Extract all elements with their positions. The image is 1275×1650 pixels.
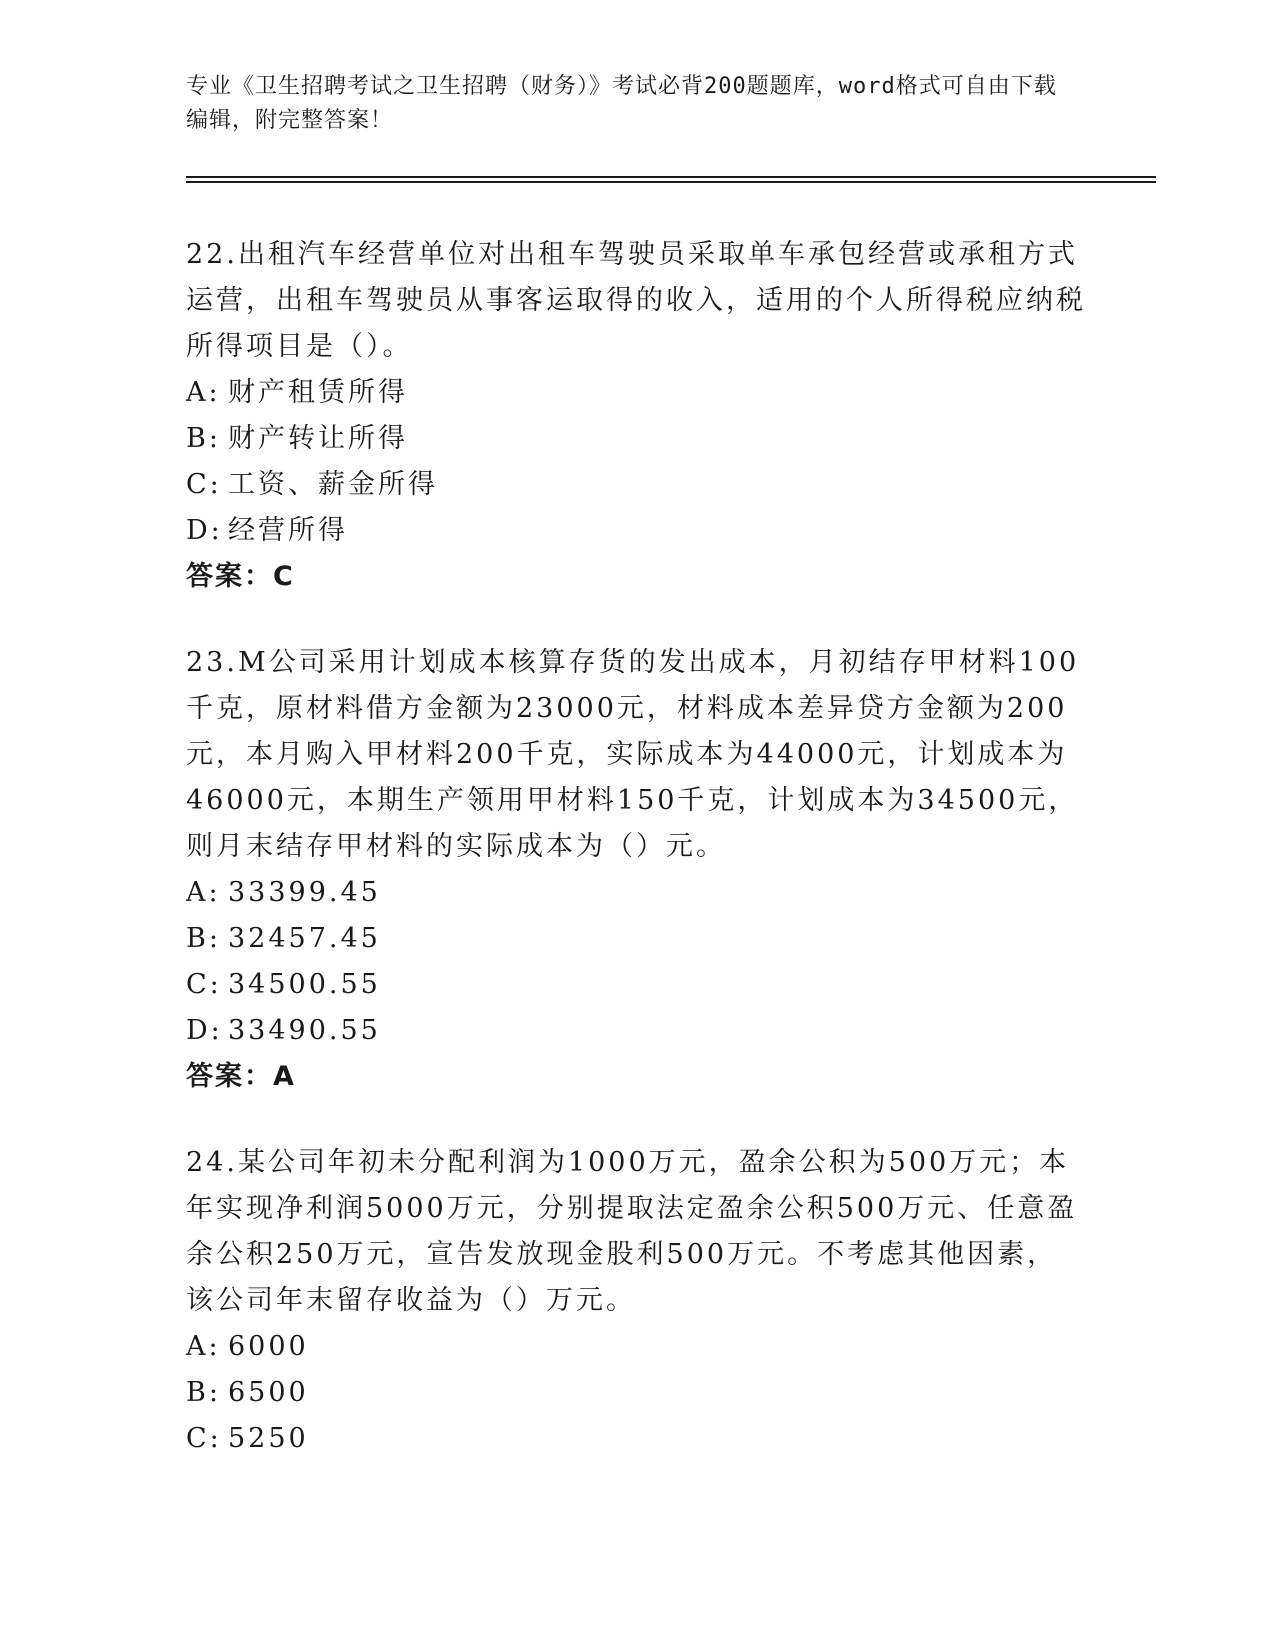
document-header: 专业《卫生招聘考试之卫生招聘（财务）》考试必背200题题库，word格式可自由下载编辑，附完整答案！	[186, 74, 1057, 133]
option-a	[186, 370, 1086, 416]
option-label: B:	[186, 923, 221, 954]
option-text: 经营所得	[228, 515, 348, 546]
option-c	[186, 1416, 1086, 1462]
question-stem: 23.M公司采用计划成本核算存货的发出成本，月初结存甲材料100千克，原材料借方金额为23000元，材料成本差异贷方金额为200元，本月购入甲材料200千克，实际成本为44000元，计划成本为46000元，本期生产领用甲材料150千克，计划成本为34500元，则月末结存甲材料的实际成本为（）元。	[186, 647, 1080, 862]
header-divider	[186, 181, 1156, 183]
option-c	[186, 462, 1086, 508]
option-b	[186, 1370, 1086, 1416]
option-label: C:	[186, 969, 222, 1000]
option-label: C:	[186, 469, 222, 500]
answer-line: 答案：A	[186, 1061, 296, 1092]
option-a	[186, 870, 1086, 916]
option-text: 33490.55	[228, 1015, 381, 1046]
option-text: 财产转让所得	[228, 423, 408, 454]
question-stem: 22.出租汽车经营单位对出租车驾驶员采取单车承包经营或承租方式运营，出租车驾驶员从事客运取得的收入，适用的个人所得税应纳税所得项目是（）。	[186, 239, 1086, 362]
question-23	[186, 640, 1086, 1100]
header-divider	[186, 176, 1156, 178]
option-text: 33399.45	[228, 877, 381, 908]
question-22	[186, 232, 1086, 600]
option-d	[186, 508, 1086, 554]
option-label: C:	[186, 1423, 222, 1454]
option-label: A:	[186, 377, 221, 408]
question-24	[186, 1140, 1086, 1462]
answer-line: 答案：C	[186, 561, 295, 592]
option-text: 财产租赁所得	[228, 377, 408, 408]
question-stem: 24.某公司年初未分配利润为1000万元，盈余公积为500万元；本年实现净利润5000万元，分别提取法定盈余公积500万元、任意盈余公积250万元，宣告发放现金股利500万元。不考虑其他因素，该公司年末留存收益为（）万元。	[186, 1147, 1078, 1316]
option-text: 32457.45	[228, 923, 381, 954]
option-text: 工资、薪金所得	[228, 469, 438, 500]
option-label: D:	[186, 1015, 223, 1046]
option-a	[186, 1324, 1086, 1370]
option-c	[186, 962, 1086, 1008]
question-list	[186, 232, 1086, 1502]
option-label: A:	[186, 1331, 221, 1362]
option-text: 6000	[228, 1331, 309, 1362]
option-text: 6500	[228, 1377, 309, 1408]
option-text: 34500.55	[228, 969, 381, 1000]
option-d	[186, 1008, 1086, 1054]
option-label: A:	[186, 877, 221, 908]
option-label: B:	[186, 1377, 221, 1408]
option-b	[186, 416, 1086, 462]
option-b	[186, 916, 1086, 962]
option-label: D:	[186, 515, 223, 546]
option-label: B:	[186, 423, 221, 454]
option-text: 5250	[228, 1423, 309, 1454]
